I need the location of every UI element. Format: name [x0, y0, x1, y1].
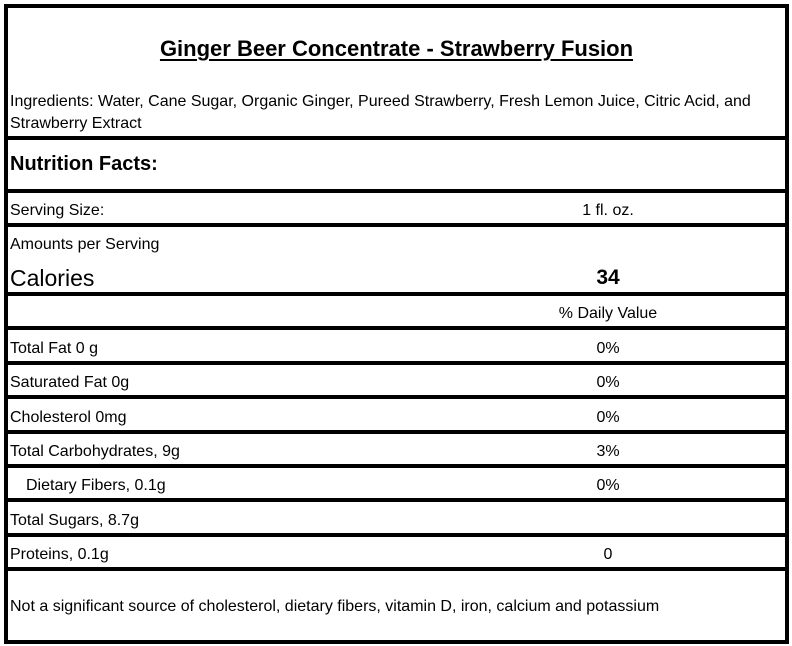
divider — [8, 498, 785, 502]
divider — [8, 292, 785, 296]
calories-value: 34 — [596, 266, 620, 289]
divider — [8, 189, 785, 193]
divider — [8, 567, 785, 571]
nutrient-value-dietary-fibers: 0% — [596, 477, 620, 494]
nutrient-label-cholesterol: Cholesterol 0mg — [10, 409, 127, 426]
divider — [8, 223, 785, 227]
divider — [8, 326, 785, 330]
nutrition-label — [4, 4, 789, 644]
serving-size-label: Serving Size: — [10, 202, 105, 219]
nutrient-value-proteins: 0 — [603, 546, 613, 563]
nutrient-value-total-fat: 0% — [596, 340, 620, 357]
divider — [8, 395, 785, 399]
divider — [8, 464, 785, 468]
nutrient-label-proteins: Proteins, 0.1g — [10, 546, 109, 563]
serving-size-value: 1 fl. oz. — [582, 202, 634, 219]
amounts-per-serving-label: Amounts per Serving — [10, 236, 160, 253]
calories-label: Calories — [10, 265, 95, 291]
nutrient-value-saturated-fat: 0% — [596, 374, 620, 391]
divider — [8, 533, 785, 537]
footnote-text: Not a significant source of cholesterol, dietary fibers, vitamin D, iron, calcium and potassium — [10, 598, 660, 615]
nutrition-facts-heading: Nutrition Facts: — [10, 153, 158, 175]
divider — [8, 430, 785, 434]
nutrient-label-total-carbohydrates: Total Carbohydrates, 9g — [10, 443, 180, 460]
nutrient-label-total-fat: Total Fat 0 g — [10, 340, 99, 357]
nutrient-label-total-sugars: Total Sugars, 8.7g — [10, 512, 139, 529]
ingredients-text: Ingredients: Water, Cane Sugar, Organic Ginger, Pureed Strawberry, Fresh Lemon Juice, Citric Acid, and Strawberry Extract — [10, 93, 751, 132]
nutrient-label-dietary-fibers: Dietary Fibers, 0.1g — [26, 477, 166, 494]
divider — [8, 361, 785, 365]
nutrient-value-cholesterol: 0% — [596, 409, 620, 426]
divider — [8, 136, 785, 140]
nutrient-value-total-carbohydrates: 3% — [596, 443, 620, 460]
daily-value-header: % Daily Value — [558, 305, 658, 322]
nutrient-label-saturated-fat: Saturated Fat 0g — [10, 374, 130, 391]
product-title: Ginger Beer Concentrate - Strawberry Fusion — [159, 36, 634, 61]
